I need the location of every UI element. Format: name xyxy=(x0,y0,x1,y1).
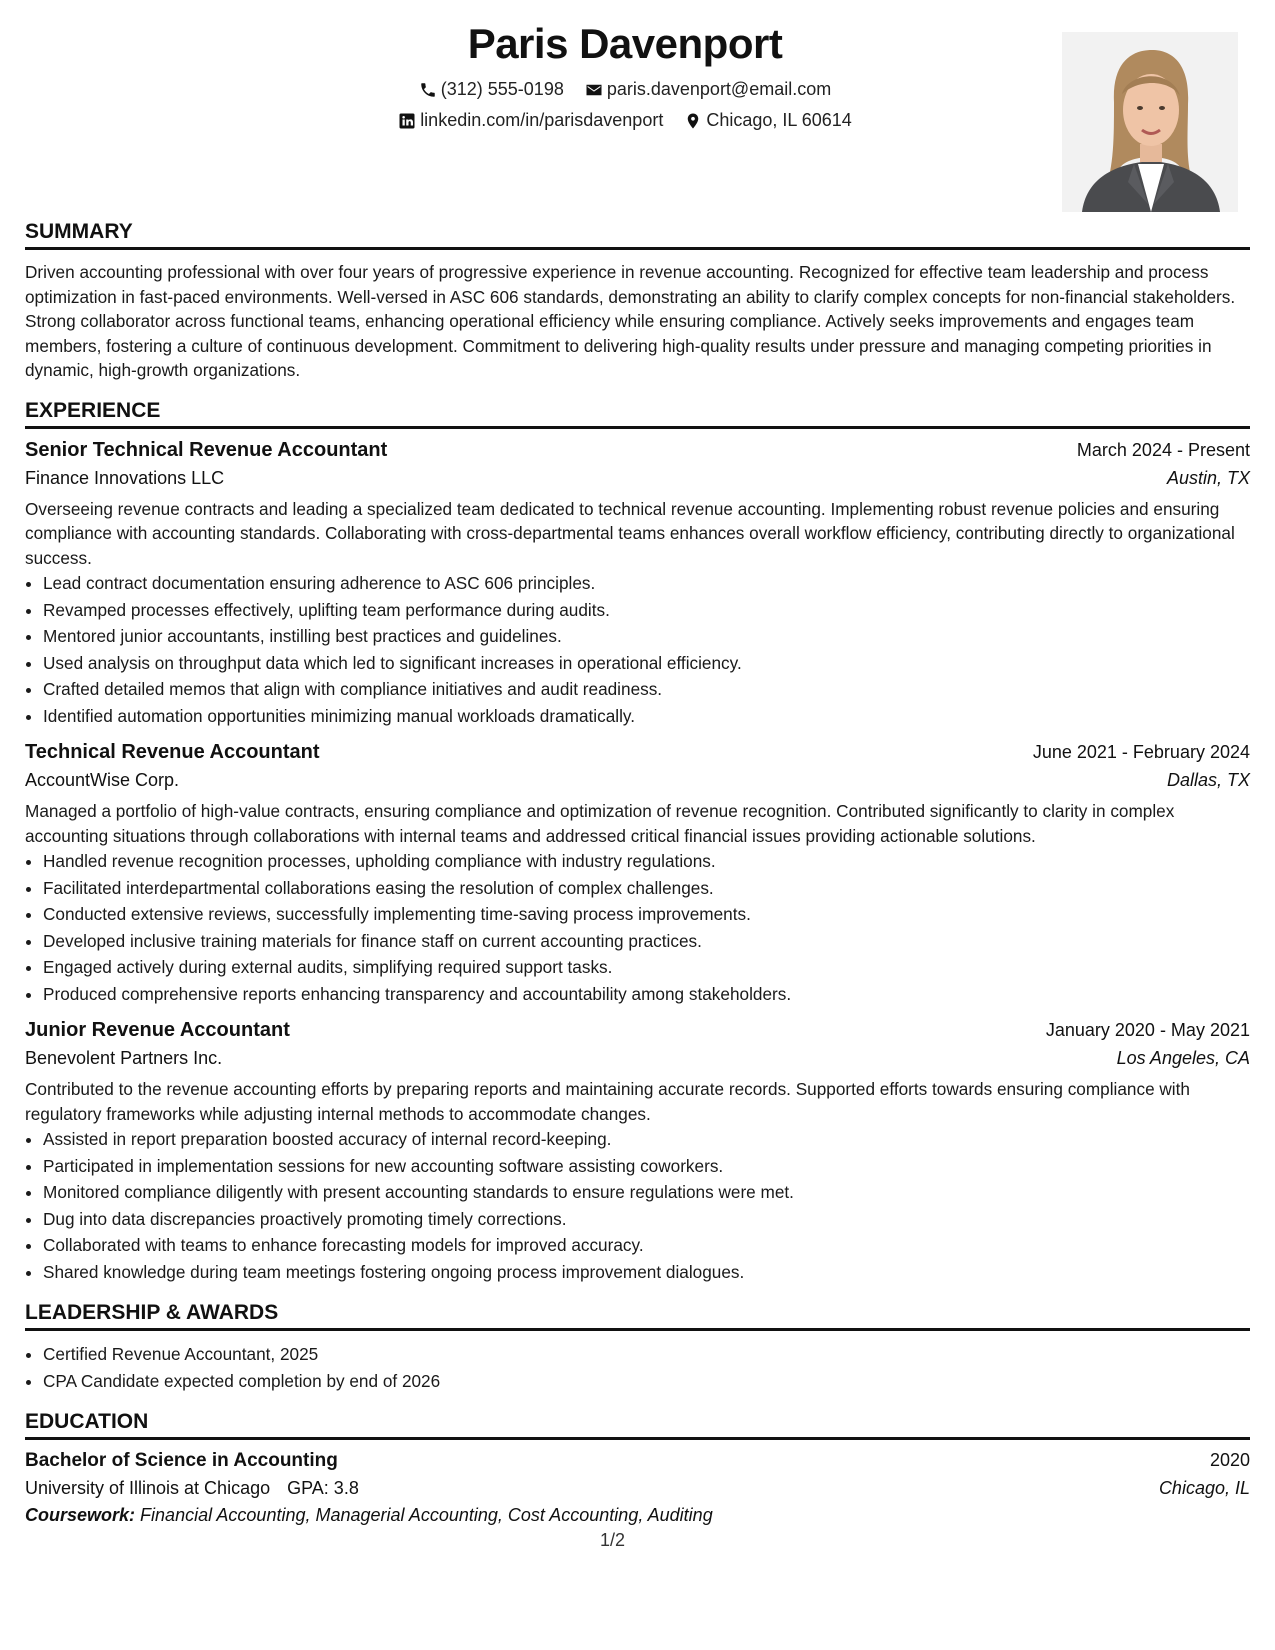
job-description: Contributed to the revenue accounting efforts by preparing reports and maintaining accurate records. Supported efforts towards ensuring compliance with regulatory frameworks while adjusting internal methods to accommodate changes. xyxy=(25,1079,1190,1124)
linkedin-icon xyxy=(398,112,416,130)
job-location: Dallas, TX xyxy=(1166,770,1250,790)
company-name: Benevolent Partners Inc. xyxy=(25,1048,223,1068)
job-title: Technical Revenue Accountant xyxy=(25,741,320,763)
job-bullets xyxy=(25,1126,1250,1285)
map-pin-icon xyxy=(684,112,702,130)
experience-section xyxy=(25,399,1250,1286)
bullet-item: • Used analysis on throughput data which led to significant increases in operational efficiency. xyxy=(43,650,1250,677)
award-item: • CPA Candidate expected completion by end of 2026 xyxy=(43,1368,1250,1395)
candidate-name: Paris Davenport xyxy=(467,20,783,67)
bullet-item: • Facilitated interdepartmental collaborations easing the resolution of complex challenges. xyxy=(43,875,1250,902)
resume-header xyxy=(25,0,1250,220)
job-location: Austin, TX xyxy=(1166,467,1250,488)
bullet-item: • Engaged actively during external audits, simplifying required support tasks. xyxy=(43,954,1250,981)
bullet-item: • Shared knowledge during team meetings fostering ongoing process improvement dialogues. xyxy=(43,1259,1250,1286)
section-title-experience: EXPERIENCE xyxy=(25,399,1250,429)
location-contact xyxy=(684,110,851,131)
education-section xyxy=(25,1410,1250,1526)
job-entry xyxy=(25,1019,1250,1285)
company-name: Finance Innovations LLC xyxy=(25,467,225,488)
bullet-item: • Developed inclusive training materials for finance staff on current accounting practices. xyxy=(43,928,1250,955)
bullet-item: • Monitored compliance diligently with present accounting standards to ensure regulations were met. xyxy=(43,1179,1250,1206)
bullet-item: • Handled revenue recognition processes, upholding compliance with industry regulations. xyxy=(43,848,1250,875)
section-title-awards: LEADERSHIP & AWARDS xyxy=(25,1301,1250,1331)
envelope-icon xyxy=(585,81,603,99)
phone-contact xyxy=(419,79,564,100)
bullet-item: • Collaborated with teams to enhance forecasting models for improved accuracy. xyxy=(43,1232,1250,1259)
home-location: Chicago, IL 60614 xyxy=(706,110,852,130)
coursework-list: Financial Accounting, Managerial Accounting, Cost Accounting, Auditing xyxy=(140,1505,713,1525)
bullet-item: • Dug into data discrepancies proactively promoting timely corrections. xyxy=(43,1206,1250,1233)
linkedin-url[interactable]: linkedin.com/in/parisdavenport xyxy=(420,110,664,130)
resume-page xyxy=(25,0,1250,1650)
degree-name: Bachelor of Science in Accounting xyxy=(25,1450,338,1471)
page-number: 1/2 xyxy=(600,1530,626,1550)
linkedin-contact[interactable] xyxy=(398,110,663,131)
job-title: Junior Revenue Accountant xyxy=(25,1019,290,1041)
bullet-item: • Conducted extensive reviews, successfully implementing time-saving process improvements. xyxy=(43,901,1250,928)
bullet-item: • Crafted detailed memos that align with compliance initiatives and audit readiness. xyxy=(43,676,1250,703)
coursework-line xyxy=(25,1505,1250,1526)
school-location: Chicago, IL xyxy=(1158,1478,1250,1498)
awards-section xyxy=(25,1301,1250,1394)
profile-photo xyxy=(1062,32,1238,212)
job-dates: January 2020 - May 2021 xyxy=(1045,1020,1250,1040)
job-bullets xyxy=(25,848,1250,1007)
job-dates: March 2024 - Present xyxy=(1076,439,1250,460)
section-title-education: EDUCATION xyxy=(25,1410,1250,1440)
summary-section xyxy=(25,220,1250,383)
job-description: Overseeing revenue contracts and leading a specialized team dedicated to technical revenue accounting. Implementing robust revenue policies and ensuring compliance with accounting standards. Collaborating with cross-departmental teams enhances overall workflow efficiency, contributing directly to organizational success. xyxy=(25,498,1235,568)
graduation-year: 2020 xyxy=(1209,1450,1250,1470)
summary-text: Driven accounting professional with over four years of progressive experience in revenue accounting. Recognized for effective team leadership and process optimization in fast-paced environments. Well-versed in ASC 606 standards, demonstrating an ability to clarify complex concepts for non-financial stakeholders. Strong collaborator across functional teams, enhancing operational efficiency while ensuring compliance. Actively seeks improvements and engages team members, fostering a culture of continuous development. Commitment to delivering high-quality results under pressure and managing competing priorities in dynamic, high-growth organizations. xyxy=(25,262,1236,380)
job-title: Senior Technical Revenue Accountant xyxy=(25,438,388,461)
section-title-summary: SUMMARY xyxy=(25,220,1250,250)
bullet-item: • Revamped processes effectively, uplifting team performance during audits. xyxy=(43,597,1250,624)
bullet-item: • Assisted in report preparation boosted accuracy of internal record-keeping. xyxy=(43,1126,1250,1153)
gpa: GPA: 3.8 xyxy=(287,1478,359,1498)
job-bullets xyxy=(25,570,1250,729)
job-entry xyxy=(25,439,1250,730)
bullet-item: • Mentored junior accountants, instilling best practices and guidelines. xyxy=(43,623,1250,650)
email-address[interactable]: paris.davenport@email.com xyxy=(606,79,832,99)
bullet-item: • Participated in implementation sessions for new accounting software assisting coworkers. xyxy=(43,1153,1250,1180)
award-item: • Certified Revenue Accountant, 2025 xyxy=(43,1341,1250,1368)
company-name: AccountWise Corp. xyxy=(25,770,180,790)
school-name: University of Illinois at Chicago xyxy=(25,1478,271,1498)
job-description: Managed a portfolio of high-value contracts, ensuring compliance and optimization of revenue recognition. Contributed significantly to clarity in complex accounting situations through collaborations with internal teams and addressed critical financial issues providing actionable solutions. xyxy=(25,801,1175,846)
email-contact[interactable] xyxy=(585,79,831,100)
phone-number: (312) 555-0198 xyxy=(440,79,564,99)
phone-icon xyxy=(419,81,437,99)
job-location: Los Angeles, CA xyxy=(1116,1048,1250,1068)
bullet-item: • Lead contract documentation ensuring adherence to ASC 606 principles. xyxy=(43,570,1250,597)
coursework-label: Coursework: xyxy=(25,1505,136,1525)
job-dates: June 2021 - February 2024 xyxy=(1032,742,1250,762)
awards-list xyxy=(25,1341,1250,1394)
bullet-item: • Produced comprehensive reports enhancing transparency and accountability among stakeholders. xyxy=(43,981,1250,1008)
job-entry xyxy=(25,741,1250,1007)
bullet-item: • Identified automation opportunities minimizing manual workloads dramatically. xyxy=(43,703,1250,730)
